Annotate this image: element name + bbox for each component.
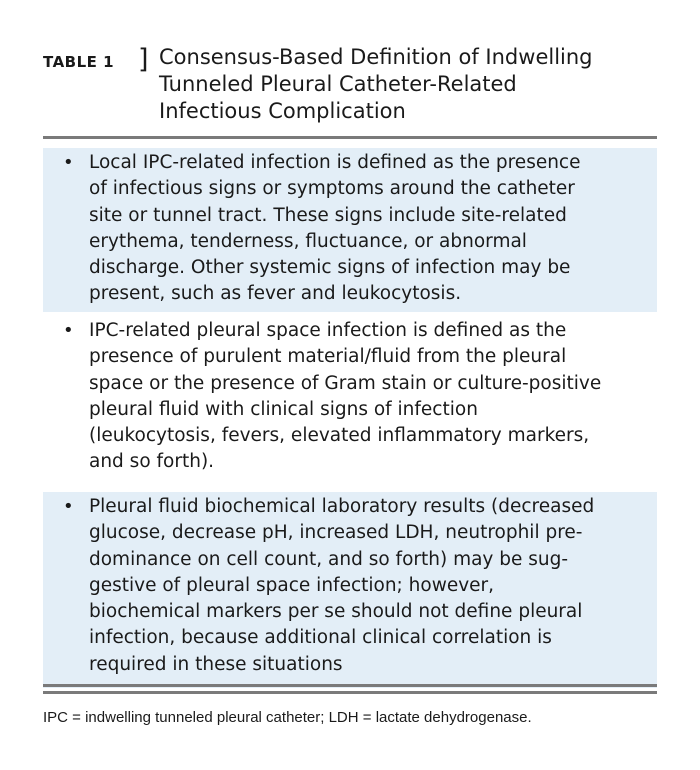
row-text-line: (leukocytosis, fevers, elevated inflammatory markers,	[89, 425, 590, 447]
caption-bracket: ]	[138, 44, 149, 75]
row-text-line: Local IPC-related infection is defined as the presence	[89, 152, 581, 173]
table-title	[159, 44, 659, 125]
row-text-line: infection, because additional clinical correlation is	[89, 627, 552, 649]
row-text-line: of infectious signs or symptoms around the catheter	[89, 178, 575, 200]
row-text-line: required in these situations	[89, 653, 343, 675]
table-footnote: IPC = indwelling tunneled pleural catheter; LDH = lactate dehydrogenase.	[43, 709, 532, 726]
row-text-line: biochemical markers per se should not define pleural	[89, 601, 583, 623]
top-rule	[43, 136, 657, 139]
row-text-line: present, such as fever and leukocytosis.	[89, 283, 462, 305]
table-row	[43, 316, 657, 488]
row-text-line: space or the presence of Gram stain or culture-positive	[89, 372, 602, 394]
bullet-icon: •	[63, 152, 74, 173]
table-title-line: Tunneled Pleural Catheter-Related	[159, 72, 517, 96]
row-text-line: dominance on cell count, and so forth) may be sug-	[89, 548, 569, 570]
row-text-line: pleural fluid with clinical signs of infection	[89, 398, 478, 420]
row-text-line: gestive of pleural space infection; however,	[89, 574, 495, 596]
table-body	[43, 148, 657, 688]
row-text-line: and so forth).	[89, 451, 215, 473]
table-row	[43, 148, 657, 312]
table-container	[43, 44, 657, 726]
row-text-line: IPC-related pleural space infection is defined as the	[89, 320, 567, 341]
bullet-icon: •	[63, 496, 74, 517]
table-row	[43, 492, 657, 688]
table-title-line: Infectious Complication	[159, 99, 406, 123]
row-text-line: presence of purulent material/fluid from the pleural	[89, 346, 567, 368]
row-text-line: site or tunnel tract. These signs include site-related	[89, 204, 567, 226]
row-text-line: discharge. Other systemic signs of infection may be	[89, 257, 571, 279]
table-label: TABLE 1	[43, 53, 115, 71]
row-text-line: erythema, tenderness, fluctuance, or abnormal	[89, 230, 527, 252]
table-caption	[43, 44, 657, 136]
table-title-line: Consensus-Based Definition of Indwelling	[159, 45, 593, 69]
bottom-rule	[43, 691, 657, 694]
row-text-line: Pleural fluid biochemical laboratory results (decreased	[89, 496, 595, 517]
bottom-rule	[43, 684, 657, 687]
row-text-line: glucose, decrease pH, increased LDH, neutrophil pre-	[89, 522, 583, 544]
bullet-icon: •	[63, 320, 74, 341]
